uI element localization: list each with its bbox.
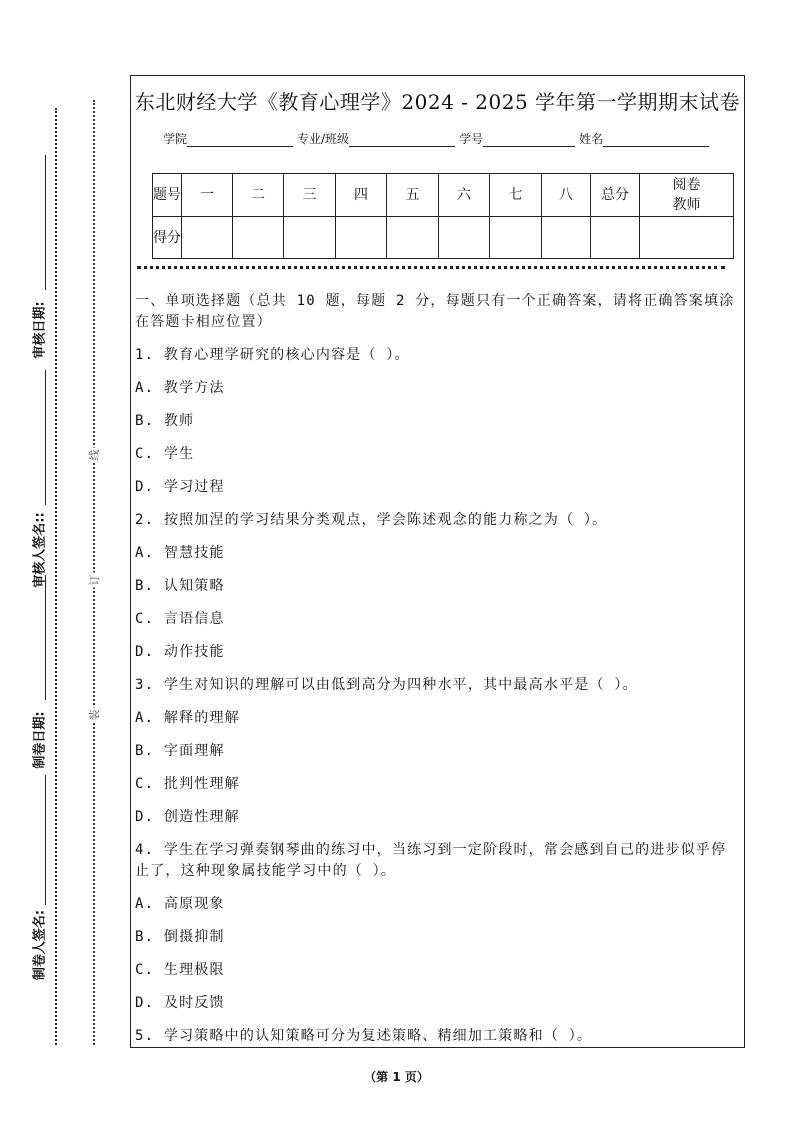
name-input[interactable] xyxy=(603,132,709,147)
field-label-name: 姓名 xyxy=(579,132,604,146)
score-cell[interactable] xyxy=(336,217,387,259)
score-cell[interactable] xyxy=(233,217,284,259)
answer-option: B. 认知策略 xyxy=(135,578,225,594)
column-header: 八 xyxy=(542,174,591,217)
major-class-input[interactable] xyxy=(349,132,455,147)
question-stem: 4. 学生在学习弹奏钢琴曲的练习中，当练习到一定阶段时，常会感到自己的进步似乎停止了，这种现象属技能学习中的（ ）。 xyxy=(135,842,727,879)
answer-option: A. 解释的理解 xyxy=(135,710,240,726)
row-label: 题号 xyxy=(153,174,182,217)
page-number: （第 1 页） xyxy=(364,1070,429,1084)
score-cell[interactable] xyxy=(490,217,542,259)
column-header-reviewer: 阅卷教师 xyxy=(640,174,734,217)
score-cell[interactable] xyxy=(640,217,734,259)
question-stem: 5. 学习策略中的认知策略可分为复述策略、精细加工策略和（ ）。 xyxy=(135,1028,593,1044)
signature-line xyxy=(45,155,46,290)
paper-maker-signature-label: 制卷人签名: xyxy=(32,909,48,981)
field-label-college: 学院 xyxy=(163,132,188,146)
college-input[interactable] xyxy=(187,132,293,147)
question-stem: 2. 按照加涅的学习结果分类观点，学会陈述观念的能力称之为（ ）。 xyxy=(135,512,608,528)
score-table xyxy=(152,173,734,259)
answer-option: A. 智慧技能 xyxy=(135,545,225,561)
column-header: 四 xyxy=(336,174,387,217)
section-heading: 一、单项选择题（总共 10 题，每题 2 分，每题只有一个正确答案，请将正确答案填涂在答题卡相应位置） xyxy=(135,293,735,330)
binding-char-xian: 线 xyxy=(88,449,101,461)
signature-line xyxy=(45,370,46,505)
binding-char-zhuang: 装 xyxy=(88,709,101,721)
field-label-major-class: 专业/班级 xyxy=(297,132,350,146)
score-cell[interactable] xyxy=(284,217,336,259)
answer-option: D. 及时反馈 xyxy=(135,995,225,1011)
answer-option: B. 教师 xyxy=(135,413,195,429)
score-cell[interactable] xyxy=(439,217,490,259)
column-header: 五 xyxy=(387,174,439,217)
answer-option: B. 字面理解 xyxy=(135,743,225,759)
signature-line xyxy=(45,575,46,700)
exam-title: 东北财经大学《教育心理学》2024 - 2025 学年第一学期期末试卷 xyxy=(134,90,741,114)
answer-option: A. 教学方法 xyxy=(135,380,225,396)
column-header: 七 xyxy=(490,174,542,217)
question-stem: 1. 教育心理学研究的核心内容是（ ）。 xyxy=(135,347,410,363)
score-cell[interactable] xyxy=(387,217,439,259)
answer-option: A. 高原现象 xyxy=(135,896,225,912)
reviewer-signature-label: 审核人签名:: xyxy=(32,512,48,588)
score-cell[interactable] xyxy=(182,217,233,259)
dotted-separator xyxy=(137,266,725,269)
answer-option: C. 学生 xyxy=(135,446,195,462)
answer-option: C. 言语信息 xyxy=(135,611,225,627)
column-header: 二 xyxy=(233,174,284,217)
signature-line xyxy=(45,775,46,905)
dotted-cut-line xyxy=(55,108,57,1045)
question-stem: 3. 学生对知识的理解可以由低到高分为四种水平，其中最高水平是（ ）。 xyxy=(135,677,638,693)
answer-option: D. 创造性理解 xyxy=(135,809,240,825)
score-row xyxy=(153,217,734,259)
paper-date-label: 制卷日期: xyxy=(32,711,48,769)
review-date-label: 审核日期: xyxy=(32,301,48,359)
question-number-row xyxy=(153,174,734,217)
student-info-fields xyxy=(163,130,713,147)
column-header: 六 xyxy=(439,174,490,217)
binding-char-ding: 订 xyxy=(88,574,101,586)
answer-option: D. 学习过程 xyxy=(135,479,225,495)
row-label: 得分 xyxy=(153,217,182,259)
question-list xyxy=(135,285,741,1053)
answer-option: C. 生理极限 xyxy=(135,962,225,978)
answer-option: B. 倒摄抑制 xyxy=(135,929,225,945)
column-header: 总分 xyxy=(591,174,640,217)
score-cell[interactable] xyxy=(591,217,640,259)
field-label-student-id: 学号 xyxy=(459,132,484,146)
column-header: 一 xyxy=(182,174,233,217)
column-header: 三 xyxy=(284,174,336,217)
answer-option: D. 动作技能 xyxy=(135,644,225,660)
score-cell[interactable] xyxy=(542,217,591,259)
answer-option: C. 批判性理解 xyxy=(135,776,240,792)
student-id-input[interactable] xyxy=(483,132,575,147)
